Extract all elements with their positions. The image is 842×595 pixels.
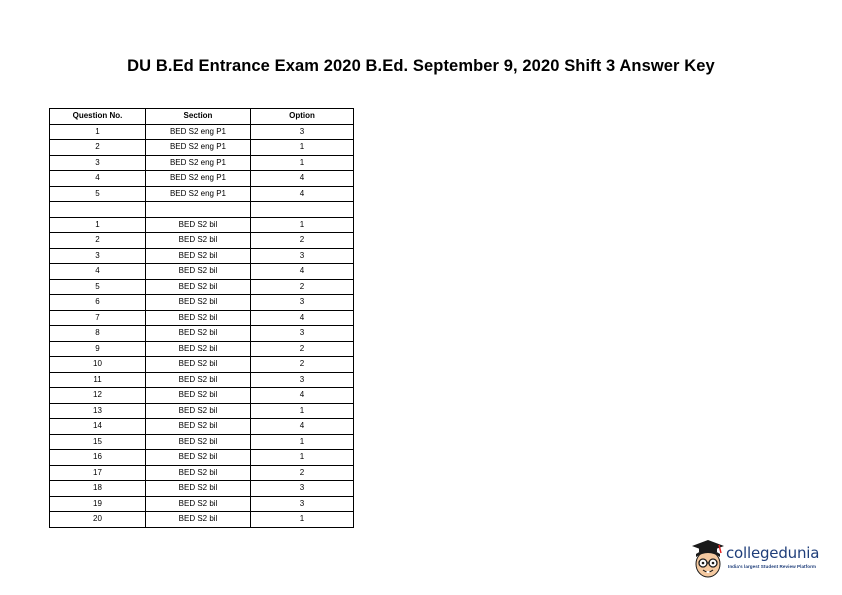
question-no-cell: 6 xyxy=(50,295,146,311)
section-cell: BED S2 eng P1 xyxy=(146,155,251,171)
option-cell: 1 xyxy=(251,403,354,419)
table-row xyxy=(50,481,354,497)
question-no-cell: 1 xyxy=(50,124,146,140)
section-cell: BED S2 eng P1 xyxy=(146,124,251,140)
table-row xyxy=(50,171,354,187)
header-question-no: Question No. xyxy=(50,109,146,125)
empty-cell xyxy=(50,202,146,218)
table-row xyxy=(50,140,354,156)
question-no-cell: 12 xyxy=(50,388,146,404)
table-row xyxy=(50,496,354,512)
table-header-row xyxy=(50,109,354,125)
question-no-cell: 5 xyxy=(50,279,146,295)
option-cell: 3 xyxy=(251,496,354,512)
option-cell: 2 xyxy=(251,233,354,249)
option-cell: 4 xyxy=(251,310,354,326)
question-no-cell: 2 xyxy=(50,233,146,249)
question-no-cell: 1 xyxy=(50,217,146,233)
question-no-cell: 7 xyxy=(50,310,146,326)
option-cell: 3 xyxy=(251,295,354,311)
answer-key-table xyxy=(49,108,354,528)
section-cell: BED S2 bil xyxy=(146,326,251,342)
section-cell: BED S2 bil xyxy=(146,434,251,450)
section-cell: BED S2 bil xyxy=(146,496,251,512)
section-cell: BED S2 bil xyxy=(146,512,251,528)
table-row xyxy=(50,341,354,357)
section-cell: BED S2 bil xyxy=(146,419,251,435)
option-cell: 1 xyxy=(251,512,354,528)
header-option: Option xyxy=(251,109,354,125)
empty-cell xyxy=(251,202,354,218)
table-row xyxy=(50,388,354,404)
question-no-cell: 14 xyxy=(50,419,146,435)
question-no-cell: 8 xyxy=(50,326,146,342)
option-cell: 1 xyxy=(251,434,354,450)
option-cell: 4 xyxy=(251,171,354,187)
table-row xyxy=(50,248,354,264)
section-cell: BED S2 eng P1 xyxy=(146,186,251,202)
option-cell: 3 xyxy=(251,248,354,264)
header-section: Section xyxy=(146,109,251,125)
question-no-cell: 3 xyxy=(50,155,146,171)
table-row xyxy=(50,124,354,140)
table-row xyxy=(50,465,354,481)
question-no-cell: 18 xyxy=(50,481,146,497)
table-row xyxy=(50,217,354,233)
section-cell: BED S2 bil xyxy=(146,295,251,311)
question-no-cell: 11 xyxy=(50,372,146,388)
section-cell: BED S2 bil xyxy=(146,310,251,326)
question-no-cell: 9 xyxy=(50,341,146,357)
section-cell: BED S2 bil xyxy=(146,357,251,373)
table-row xyxy=(50,264,354,280)
table-row xyxy=(50,357,354,373)
table-row xyxy=(50,326,354,342)
table-row xyxy=(50,295,354,311)
question-no-cell: 4 xyxy=(50,171,146,187)
question-no-cell: 5 xyxy=(50,186,146,202)
table-spacer-row xyxy=(50,202,354,218)
option-cell: 4 xyxy=(251,264,354,280)
section-cell: BED S2 bil xyxy=(146,217,251,233)
table-row xyxy=(50,403,354,419)
option-cell: 4 xyxy=(251,419,354,435)
question-no-cell: 13 xyxy=(50,403,146,419)
question-no-cell: 16 xyxy=(50,450,146,466)
question-no-cell: 2 xyxy=(50,140,146,156)
section-cell: BED S2 eng P1 xyxy=(146,140,251,156)
option-cell: 2 xyxy=(251,465,354,481)
option-cell: 2 xyxy=(251,357,354,373)
section-cell: BED S2 bil xyxy=(146,372,251,388)
logo-tagline: India's largest Student Review Platform xyxy=(728,564,817,569)
question-no-cell: 17 xyxy=(50,465,146,481)
option-cell: 1 xyxy=(251,140,354,156)
section-cell: BED S2 bil xyxy=(146,481,251,497)
table-row xyxy=(50,450,354,466)
section-cell: BED S2 bil xyxy=(146,341,251,357)
question-no-cell: 15 xyxy=(50,434,146,450)
option-cell: 1 xyxy=(251,155,354,171)
option-cell: 1 xyxy=(251,217,354,233)
section-cell: BED S2 bil xyxy=(146,264,251,280)
section-cell: BED S2 bil xyxy=(146,403,251,419)
section-cell: BED S2 bil xyxy=(146,465,251,481)
table-row xyxy=(50,233,354,249)
table-row xyxy=(50,434,354,450)
question-no-cell: 20 xyxy=(50,512,146,528)
option-cell: 2 xyxy=(251,279,354,295)
option-cell: 1 xyxy=(251,450,354,466)
question-no-cell: 4 xyxy=(50,264,146,280)
question-no-cell: 10 xyxy=(50,357,146,373)
table-row xyxy=(50,310,354,326)
table-row xyxy=(50,419,354,435)
option-cell: 4 xyxy=(251,186,354,202)
section-cell: BED S2 bil xyxy=(146,279,251,295)
mascot-face-icon xyxy=(688,537,728,581)
option-cell: 4 xyxy=(251,388,354,404)
table-row xyxy=(50,186,354,202)
section-cell: BED S2 eng P1 xyxy=(146,171,251,187)
section-cell: BED S2 bil xyxy=(146,233,251,249)
option-cell: 2 xyxy=(251,341,354,357)
section-cell: BED S2 bil xyxy=(146,248,251,264)
option-cell: 3 xyxy=(251,481,354,497)
section-cell: BED S2 bil xyxy=(146,450,251,466)
table-row xyxy=(50,512,354,528)
section-cell: BED S2 bil xyxy=(146,388,251,404)
table-row xyxy=(50,279,354,295)
option-cell: 3 xyxy=(251,326,354,342)
option-cell: 3 xyxy=(251,124,354,140)
question-no-cell: 3 xyxy=(50,248,146,264)
table-row xyxy=(50,372,354,388)
question-no-cell: 19 xyxy=(50,496,146,512)
logo-wordmark: collegedunia xyxy=(726,544,820,562)
option-cell: 3 xyxy=(251,372,354,388)
page-title: DU B.Ed Entrance Exam 2020 B.Ed. September 9, 2020 Shift 3 Answer Key xyxy=(127,57,715,75)
table-row xyxy=(50,155,354,171)
collegedunia-logo xyxy=(688,537,838,581)
empty-cell xyxy=(146,202,251,218)
